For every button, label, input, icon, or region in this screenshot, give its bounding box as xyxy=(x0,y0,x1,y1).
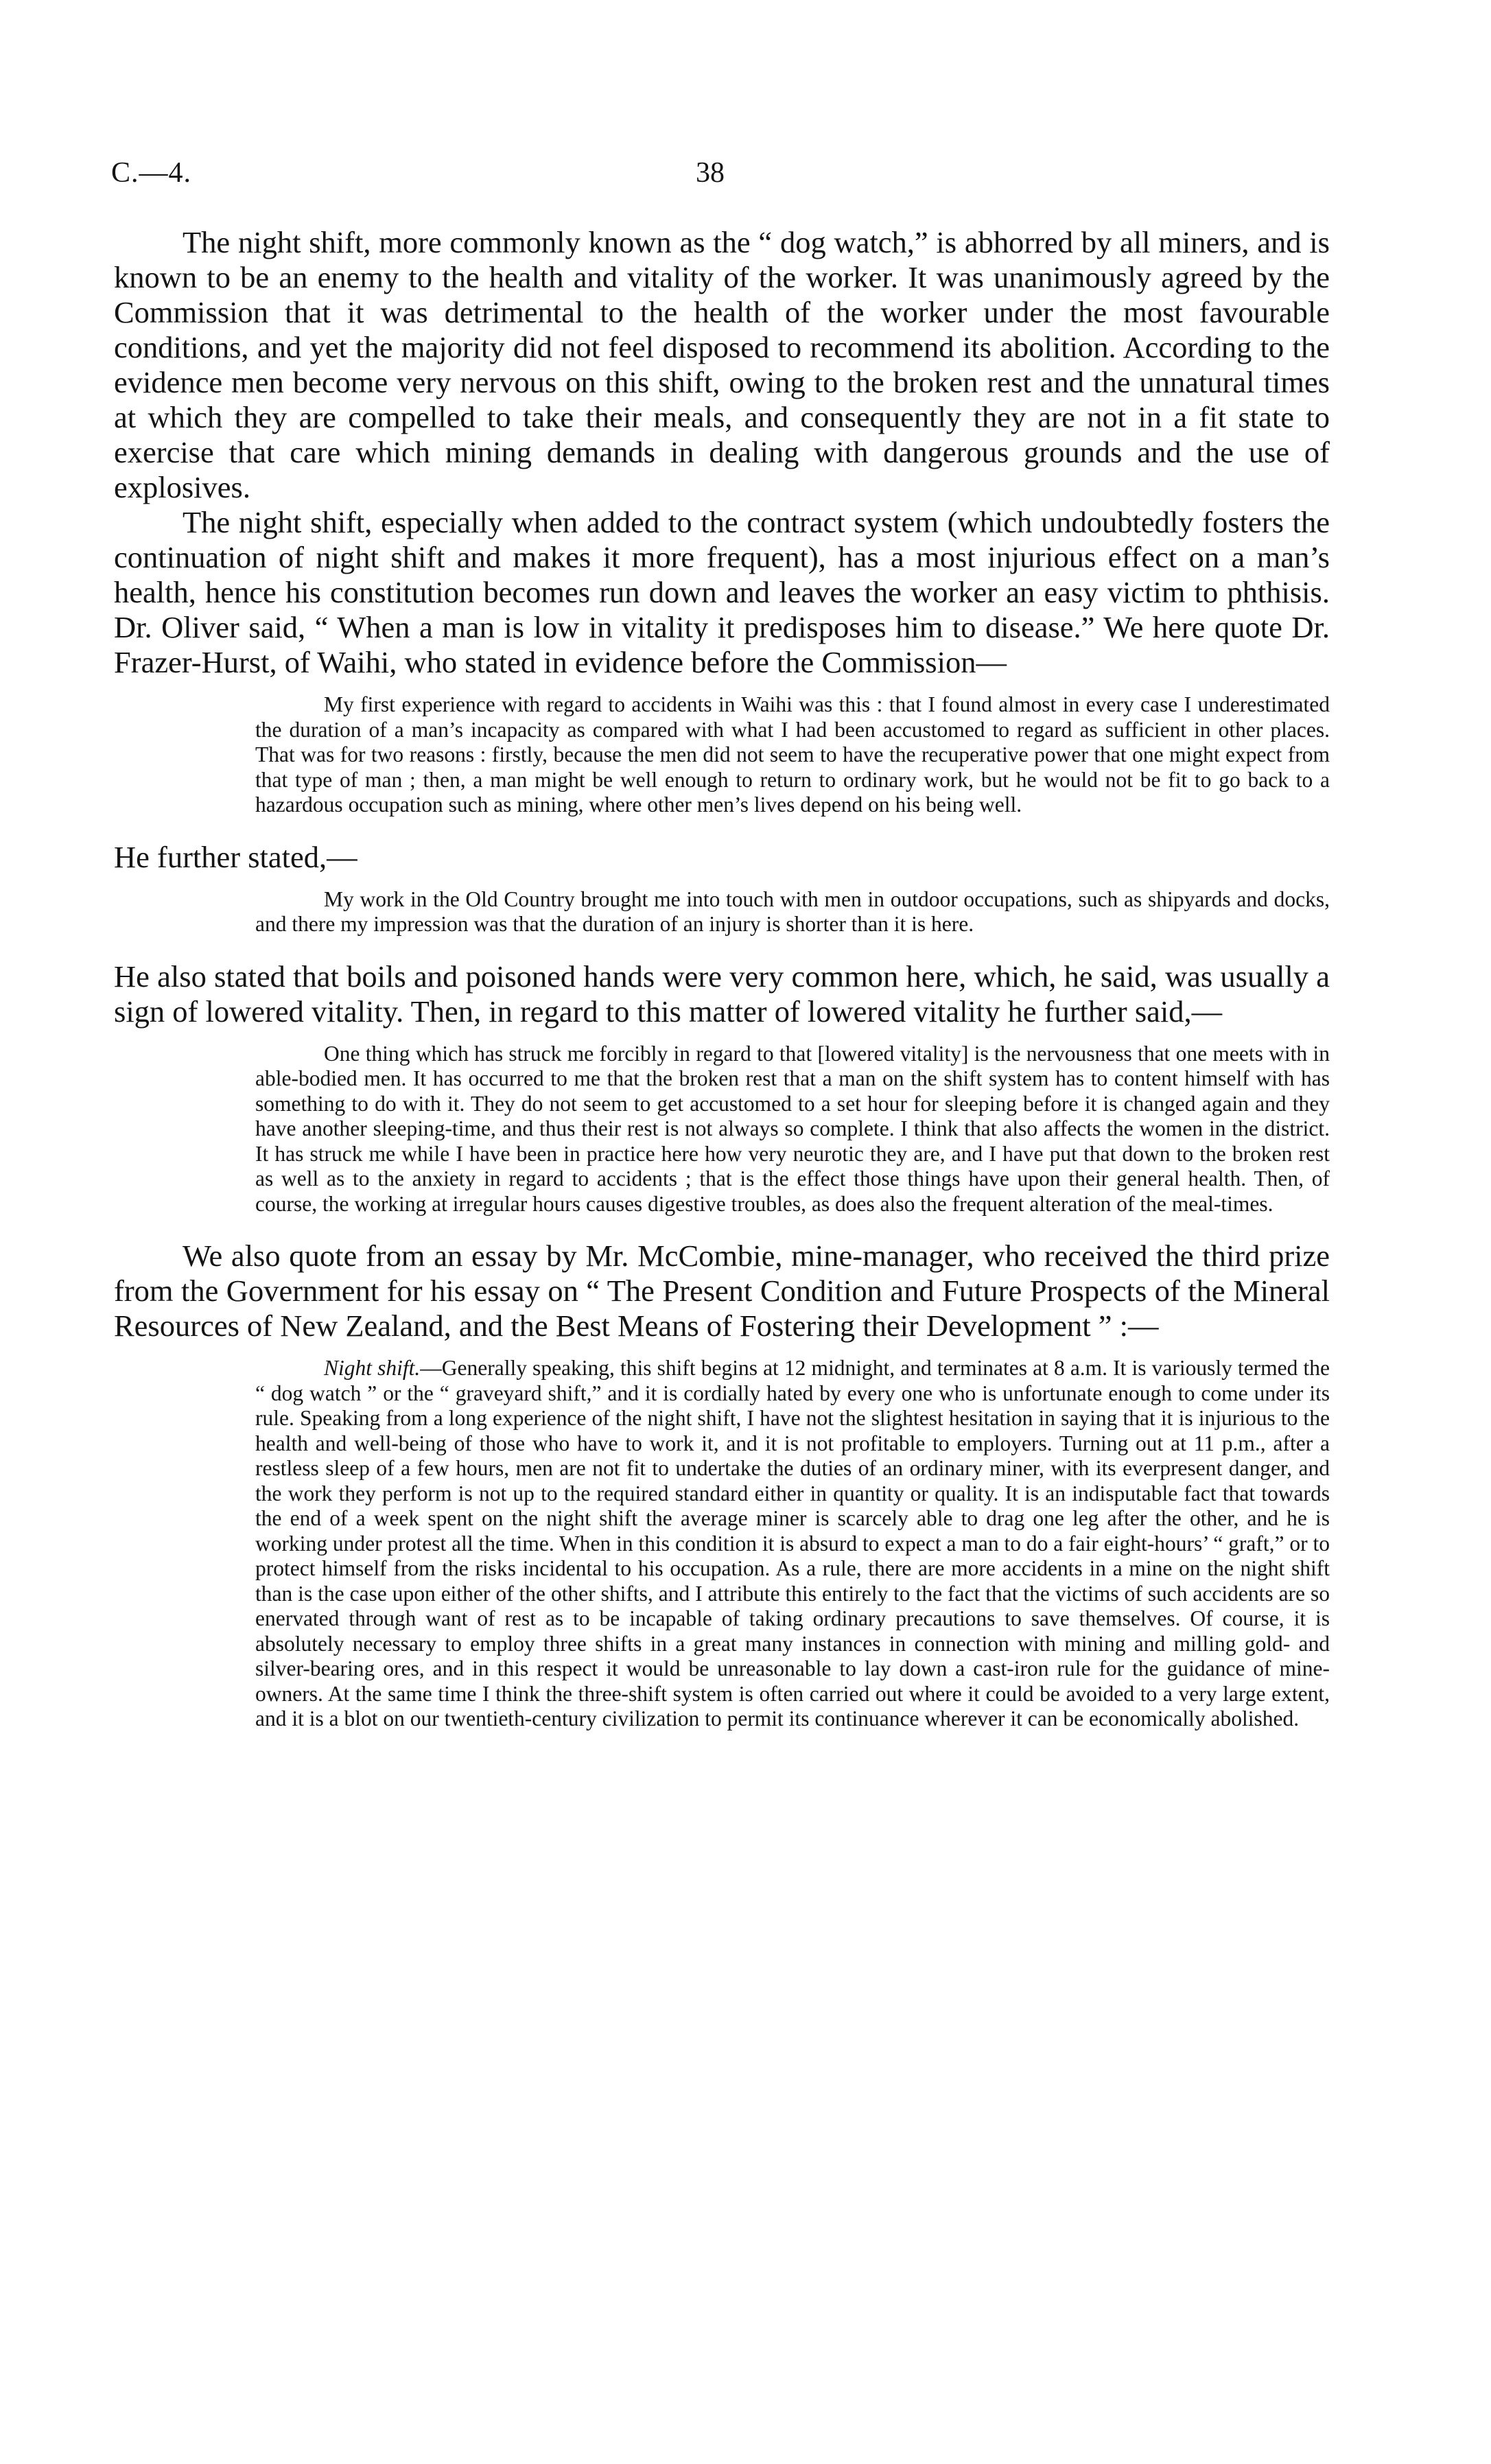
document-code: C.—4. xyxy=(111,157,192,189)
quote-frazer-hurst-accidents: My first experience with regard to accidents in Waihi was this : that I found almost in every case I underestimated the duration of a man’s incapacity as compared with what I had been accustomed to regard as sufficient in other places. That was for two reasons : firstly, because the men did not seem to have the recuperative power that one might expect from that type of man ; then, a man might be well enough to return to ordinary work, but he would not be fit to go back to a hazardous occupation such as mining, where other men’s lives depend on his being well. xyxy=(255,692,1330,817)
paragraph-dog-watch: The night shift, more commonly known as the “ dog watch,” is abhorred by all miners, and is known to be an enemy to the health and vitality of the worker. It was unanimously agreed by the Commission that it was detrimental to the health of the worker under the most favourable conditions, and yet the majority did not feel disposed to recommend its abolition. According to the evidence men become very nervous on this shift, owing to the broken rest and the unnatural times at which they are compelled to take their meals, and consequently they are not in a fit state to exercise that care which mining demands in dealing with dangerous grounds and the use of explosives. xyxy=(114,225,1330,504)
paragraph-further-stated: He further stated,— xyxy=(114,839,357,874)
quote-night-shift-essay xyxy=(255,1356,1330,1732)
paragraph-contract-system: The night shift, especially when added to the contract system (which undoubtedly fosters the continuation of night shift and makes it more frequent), has a most injurious effect on a man’s health, hence his constitution becomes run down and leaves the worker an easy victim to phthisis. Dr. Oliver said, “ When a man is low in vitality it predisposes him to disease.” We here quote Dr. Frazer-Hurst, of Waihi, who stated in evidence before the Commission— xyxy=(114,505,1330,679)
paragraph-boils-poisoned-hands: He also stated that boils and poisoned hands were very common here, which, he said, was usually a sign of lowered vitality. Then, in regard to this matter of lowered vitality he further said,— xyxy=(114,959,1330,1029)
page-header xyxy=(111,156,1330,200)
quote-lead-night-shift: Night shift. xyxy=(324,1356,421,1380)
page-number: 38 xyxy=(696,157,725,189)
quote-lowered-vitality: One thing which has struck me forcibly in regard to that [lowered vitality] is the nervousness that one meets with in able-bodied men. It has occurred to me that the broken rest that a man on the shift system has to content himself with has something to do with it. They do not seem to get accustomed to a set hour for sleeping before it is changed again and they have another sleeping-time, and thus their rest is not always so complete. I think that also affects the women in the district. It has struck me while I have been in practice here how very neurotic they are, and I have put that down to the broken rest as well as to the anxiety in regard to accidents ; that is the effect those things have upon their general health. Then, of course, the working at irregular hours causes digestive troubles, as does also the frequent alteration of the meal-times. xyxy=(255,1041,1330,1216)
quote-night-shift-text: —Generally speaking, this shift begins at 12 midnight, and terminates at 8 a.m. It is variously termed the “ dog watch ” or the “ graveyard shift,” and it is cordially hated by every one who is unfortunate enough to come under its rule. Speaking from a long experience of the night shift, I have not the slightest hesitation in saying that it is injurious to the health and well-being of those who have to work it, and it is not profitable to employers. Turning out at 11 p.m., after a restless sleep of a few hours, men are not fit to undertake the duties of an ordinary miner, with its everpresent danger, and the work they perform is not up to the required standard either in quantity or quality. It is an indisputable fact that towards the end of a week spent on the night shift the average miner is scarcely able to drag one leg after the other, and he is working under protest all the time. When in this condition it is absurd to expect a man to do a fair eight-hours’ “ graft,” or to protect himself from the risks incidental to his occupation. As a rule, there are more accidents in a mine on the night shift than is the case upon either of the other shifts, and I attribute this entirely to the fact that the victims of such accidents are so enervated through want of rest as to be incapable of taking ordinary precautions to save themselves. Of course, it is absolutely necessary to employ three shifts in a great many instances in connection with mining and milling gold- and silver-bearing ores, and in this respect it would be unreasonable to lay down a cast-iron rule for the guidance of mine-owners. At the same time I think the three-shift system is often carried out where it could be avoided to a very large extent, and it is a blot on our twentieth-century civilization to permit its continuance wherever it can be economically abolished. xyxy=(255,1356,1330,1730)
page-body xyxy=(114,225,1330,1732)
paragraph-mccombie-essay: We also quote from an essay by Mr. McCombie, mine-manager, who received the third prize from the Government for his essay on “ The Present Condition and Future Prospects of the Mineral Resources of New Zealand, and the Best Means of Fostering their Development ” :— xyxy=(114,1239,1330,1343)
quote-old-country: My work in the Old Country brought me into touch with men in outdoor occupations, such as shipyards and docks, and there my impression was that the duration of an injury is shorter than it is here. xyxy=(255,887,1330,936)
